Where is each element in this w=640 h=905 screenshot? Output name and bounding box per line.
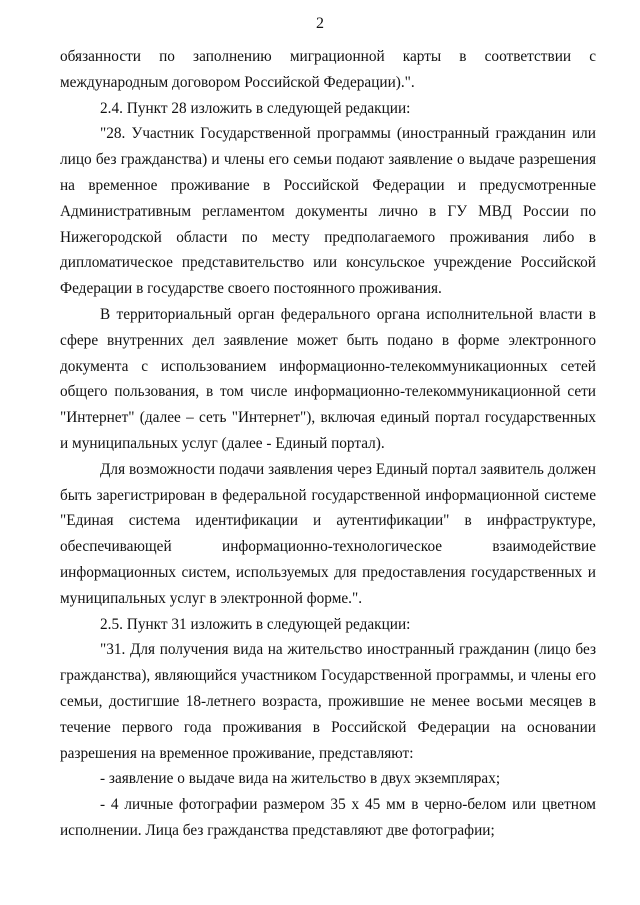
document-body — [60, 44, 596, 844]
paragraph-electronic-submission: В территориальный орган федерального органа исполнительной власти в сфере внутренних дел заявление может быть подано в форме электронного документа с использованием информационно-телекоммуникационных сетей общего пользования, в том числе информационно-телекоммуникационной сети "Интернет" (далее – сеть "Интернет"), включая единый портал государственных и муниципальных услуг (далее - Единый портал). — [60, 305, 596, 452]
paragraph-point-31: "31. Для получения вида на жительство иностранный гражданин (лицо без гражданства), являющийся участником Государственной программы, и члены его семьи, достигшие 18-летнего возраста, прожившие не менее восьми месяцев в течение первого года проживания в Российской Федерации на основании разрешения на временное проживание, представляют: — [60, 641, 596, 762]
paragraph-continuation: обязанности по заполнению миграционной карты в соответствии с международным договором Российской Федерации).". — [60, 48, 596, 91]
list-item-photographs: - 4 личные фотографии размером 35 х 45 мм в черно-белом или цветном исполнении. Лица без гражданства представляют две фотографии; — [60, 796, 596, 839]
page-number: 2 — [316, 15, 324, 32]
paragraph-unified-portal: Для возможности подачи заявления через Единый портал заявитель должен быть зарегистрирован в федеральной государственной информационной системе "Единая система идентификации и аутентификации" в инфраструктуре, обеспечивающей информационно-технологическое взаимодействие информационных систем, используемых для предоставления государственных и муниципальных услуг в электронной форме.". — [60, 460, 596, 607]
list-item-application: - заявление о выдаче вида на жительство в двух экземплярах; — [100, 770, 501, 788]
paragraph-point-28: "28. Участник Государственной программы (иностранный гражданин или лицо без гражданства) и члены его семьи подают заявление о выдаче разрешения на временное проживание в Российской Федерации и предусмотренные Административным регламентом документы лично в ГУ МВД России по Нижегородской области по месту предполагаемого проживания либо в дипломатическое представительство или консульское учреждение Российской Федерации в государстве своего постоянного проживания. — [60, 125, 596, 298]
paragraph-clause-2-5: 2.5. Пункт 31 изложить в следующей редакции: — [100, 615, 411, 633]
paragraph-clause-2-4: 2.4. Пункт 28 изложить в следующей редакции: — [100, 99, 411, 117]
